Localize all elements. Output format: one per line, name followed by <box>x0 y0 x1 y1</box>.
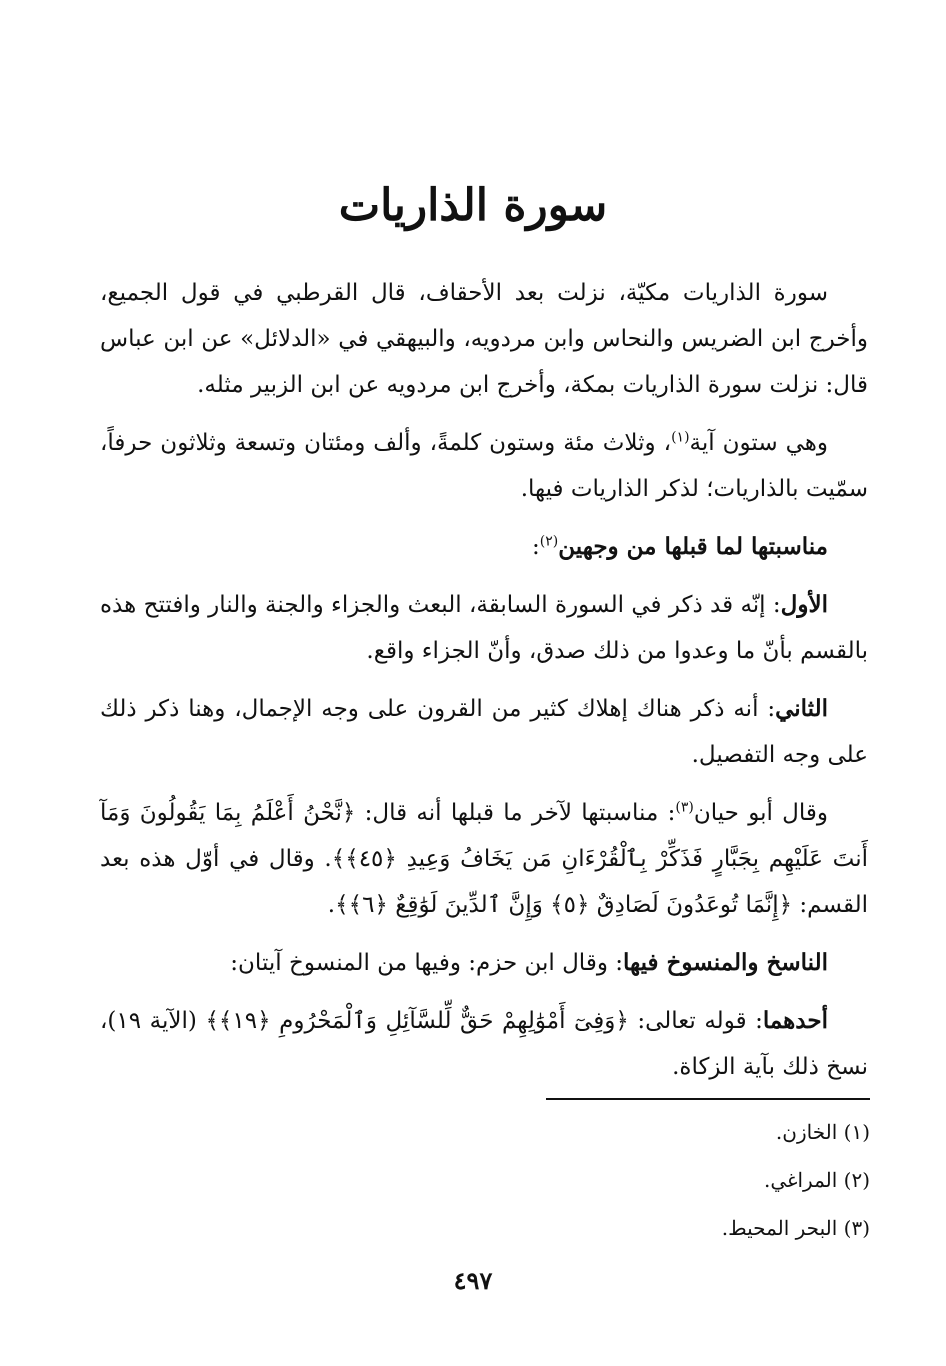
paragraph-second <box>100 686 868 778</box>
relevance-heading: مناسبتها لما قبلها من وجهين <box>558 533 828 560</box>
paragraph-relevance-heading <box>100 524 868 570</box>
first-text: : إنّه قد ذكر في السورة السابقة، البعث والجزاء والجنة والنار وافتتح هذه بالقسم بأنّ ما وعدوا من ذلك صدق، وأنّ الجزاء واقع. <box>100 592 868 664</box>
footnote-1: (١) الخازن. <box>775 1120 870 1144</box>
second-label: الثاني <box>775 695 828 722</box>
page-number: ٤٩٧ <box>453 1266 493 1295</box>
main-text <box>100 270 868 1102</box>
abu-hayyan-text-b: : مناسبتها لآخر ما قبلها أنه قال: ﴿نَّحْنُ أَعْلَمُ بِمَا يَقُولُونَ وَمَآ أَنتَ عَلَيْهِم بِجَبَّارٍ فَذَكِّرْ بِٱلْقُرْءَانِ مَن يَخَافُ وَعِيدِ ﴿٤٥﴾﴾. وقال في أوّل هذه بعد القسم: ﴿إِنَّمَا تُوعَدُونَ لَصَادِقٌ ﴿٥﴾ وَإِنَّ ٱلدِّينَ لَوَٰقِعٌ ﴿٦﴾﴾. <box>100 800 868 918</box>
first-label: الأول <box>780 591 828 618</box>
surah-title: سورة الذاريات <box>338 180 608 231</box>
relevance-colon: : <box>532 534 540 560</box>
second-text: : أنه ذكر هناك إهلاك كثير من القرون على وجه الإجمال، وهنا ذكر ذلك على وجه التفصيل. <box>100 696 868 768</box>
paragraph-first-abrogated <box>100 998 868 1090</box>
first-abrogated-label: أحدهما <box>762 1007 828 1034</box>
paragraph-first <box>100 582 868 674</box>
paragraph-abu-hayyan <box>100 790 868 928</box>
footnote-ref-3[interactable]: (٣) <box>675 799 694 816</box>
footnotes <box>370 1108 870 1252</box>
footnote-divider <box>546 1098 870 1100</box>
abu-hayyan-text-a: وقال أبو حيان <box>693 800 828 826</box>
counts-text-a: وهي ستون آية <box>689 430 828 456</box>
footnote-ref-2[interactable]: (٢) <box>539 533 559 550</box>
footnote-ref-1[interactable]: (١) <box>671 429 690 446</box>
counts-text-b: ، وثلاث مئة وستون كلمةً، وألف ومئتان وتسعة وثلاثون حرفاً، سمّيت بالذاريات؛ لذكر الذاريات فيها. <box>100 430 868 502</box>
paragraph-intro: سورة الذاريات مكيّة، نزلت بعد الأحقاف، قال القرطبي في قول الجميع، وأخرج ابن الضريس والنحاس وابن مردويه، والبيهقي في «الدلائل» عن ابن عباس قال: نزلت سورة الذاريات بمكة، وأخرج ابن مردويه عن ابن الزبير مثله. <box>100 280 868 398</box>
footnote-3: (٣) البحر المحيط. <box>721 1216 870 1240</box>
first-abrogated-text: : قوله تعالى: ﴿وَفِىٓ أَمْوَٰلِهِمْ حَقٌّ لِّلسَّآئِلِ وَٱلْمَحْرُومِ ﴿١٩﴾﴾ (الآية ١٩)، نسخ ذلك بآية الزكاة. <box>100 1008 868 1080</box>
abrogation-label: الناسخ والمنسوخ فيها <box>622 949 828 976</box>
paragraph-abrogation <box>100 940 868 986</box>
footnote-2: (٢) المراغي. <box>763 1168 870 1192</box>
abrogation-text: : وقال ابن حزم: وفيها من المنسوخ آيتان: <box>230 950 623 976</box>
paragraph-counts <box>100 420 868 512</box>
